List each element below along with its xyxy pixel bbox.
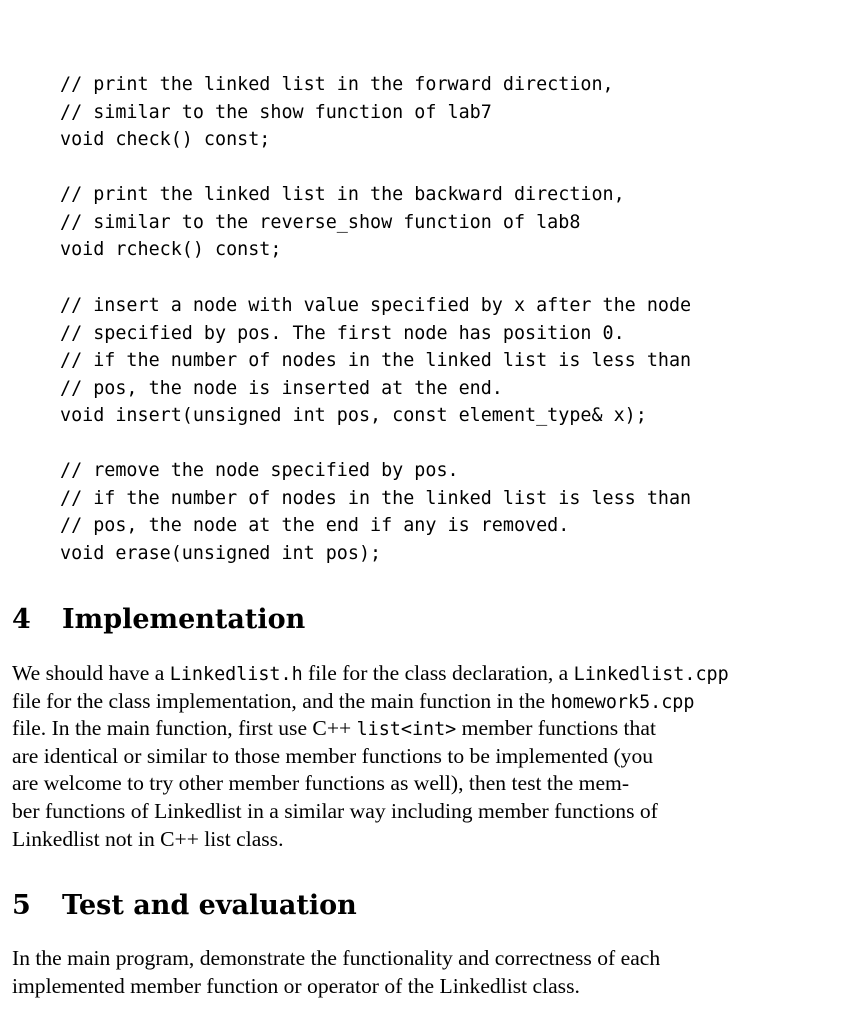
implementation-paragraph [12,660,802,853]
code-line: // if the number of nodes in the linked list is less than [60,487,692,509]
code-block-insert [60,292,691,430]
text-run: member functions that [456,716,656,741]
code-line: // remove the node specified by pos. [60,460,459,481]
code-line: void erase(unsigned int pos); [60,542,382,564]
inline-code: homework5.cpp [550,691,695,713]
code-line: void rcheck() const; [60,239,282,261]
text-run: file. In the main function, first use C++ [12,716,357,741]
code-line: // pos, the node is inserted at the end. [60,377,503,399]
inline-code: list<int> [356,719,457,741]
paragraph-line [12,660,802,688]
text-run: We should have a [12,661,170,685]
code-line: void check() const; [60,129,271,151]
section-heading-test-and-evaluation [12,889,357,923]
inline-code: Linkedlist.cpp [573,664,729,685]
text-run: file for the class implementation, and the main function in the [12,688,551,713]
section-number: 5 [12,890,31,921]
code-line: // print the linked list in the forward direction, [60,74,614,95]
code-block-rcheck [60,181,625,264]
text-run: file for the class declaration, a [302,661,574,685]
code-line: // pos, the node at the end if any is removed. [60,515,570,537]
inline-code: Linkedlist.h [169,664,303,685]
code-line: // specified by pos. The first node has position 0. [60,322,625,344]
code-block-check [60,71,614,154]
paragraph-line: are welcome to try other member functions as well), then test the mem- [12,771,630,796]
code-line: // similar to the show function of lab7 [60,101,492,123]
paragraph-line [12,715,802,743]
paragraph-line: ber functions of Linkedlist in a similar way including member functions of [12,798,658,823]
code-line: // if the number of nodes in the linked list is less than [60,350,692,372]
code-line: void insert(unsigned int pos, const element_type& x); [60,405,647,427]
section-title: Test and evaluation [62,890,357,921]
test-paragraph [12,945,802,1000]
code-line: // similar to the reverse_show function of lab8 [60,211,581,233]
section-number: 4 [12,604,31,635]
code-line: // print the linked list in the backward direction, [60,184,625,205]
section-heading-implementation [12,603,305,637]
paragraph-line: implemented member function or operator of the Linkedlist class. [12,973,580,998]
code-block-erase [60,457,691,567]
paragraph-line [12,688,802,716]
paragraph-line: In the main program, demonstrate the functionality and correctness of each [12,946,661,970]
paragraph-line: Linkedlist not in C++ list class. [12,826,284,851]
paragraph-line: are identical or similar to those member functions to be implemented (you [12,743,654,768]
section-title: Implementation [62,604,306,635]
code-line: // insert a node with value specified by x after the node [60,295,692,316]
